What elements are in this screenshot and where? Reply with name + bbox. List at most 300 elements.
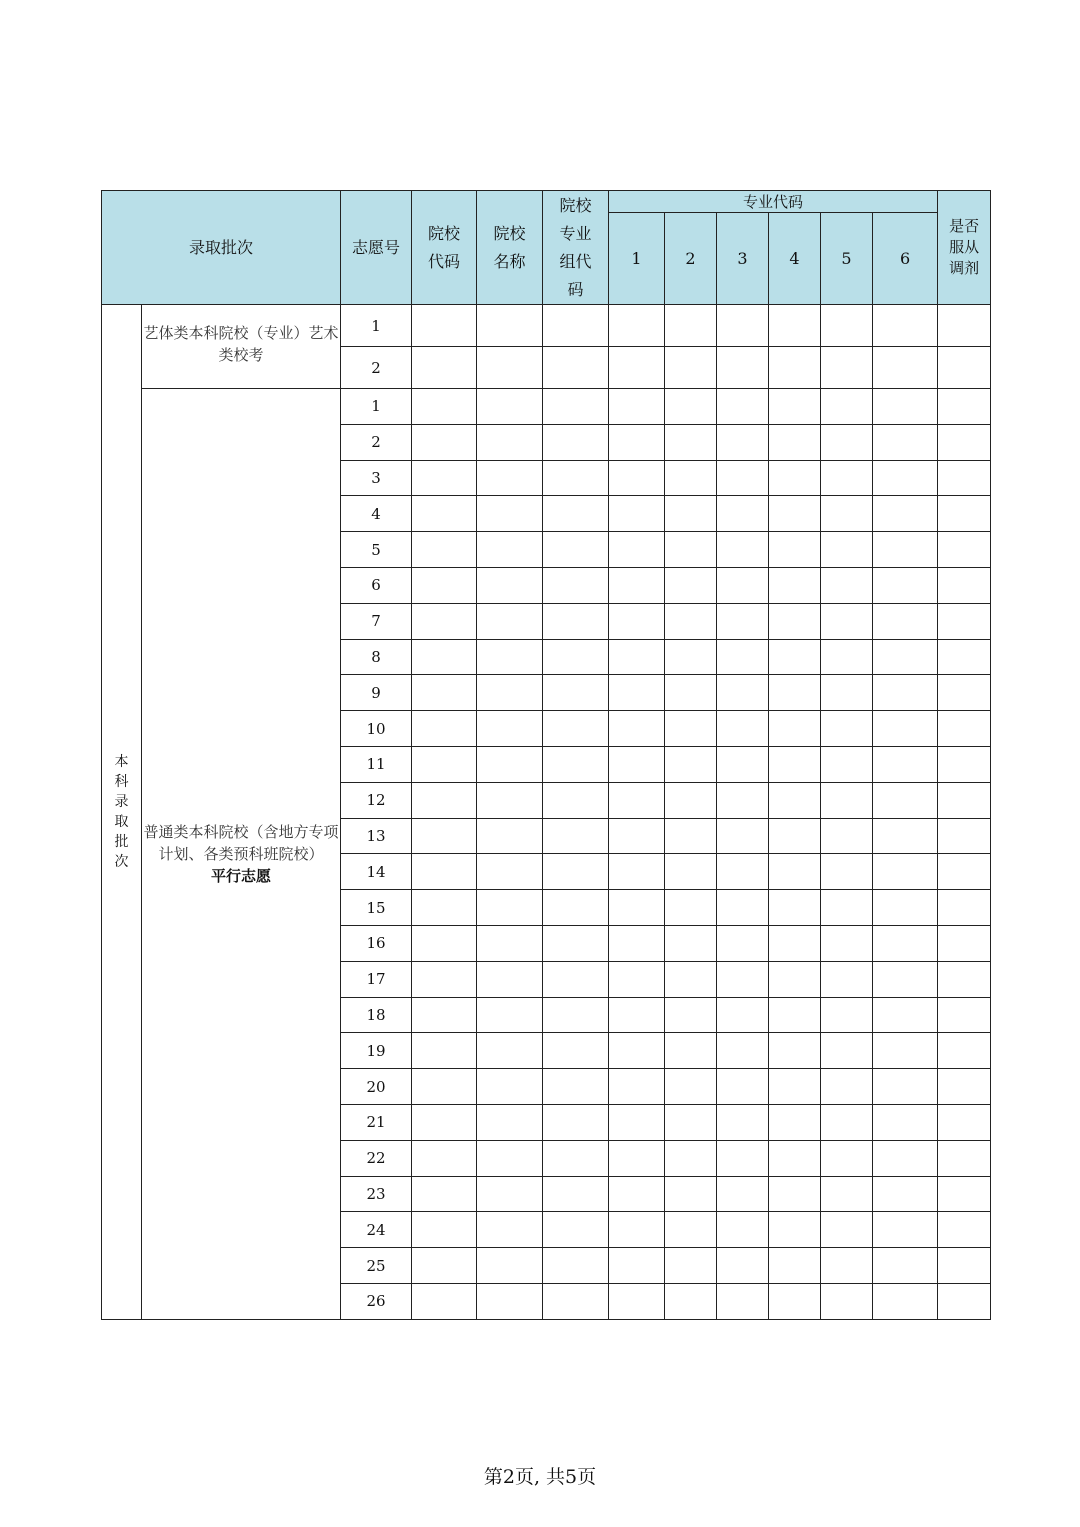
input-cell[interactable] bbox=[412, 1069, 477, 1105]
input-cell[interactable] bbox=[769, 567, 821, 603]
input-cell[interactable] bbox=[938, 424, 991, 460]
input-cell[interactable] bbox=[821, 925, 873, 961]
input-cell[interactable] bbox=[769, 1069, 821, 1105]
input-cell[interactable] bbox=[717, 424, 769, 460]
choice-number: 1 bbox=[341, 305, 412, 347]
input-cell[interactable] bbox=[665, 961, 717, 997]
input-cell[interactable] bbox=[873, 1140, 938, 1176]
input-cell[interactable] bbox=[717, 675, 769, 711]
input-cell[interactable] bbox=[543, 1033, 609, 1069]
input-cell[interactable] bbox=[477, 532, 543, 568]
header-text: 名称 bbox=[493, 251, 526, 271]
input-cell[interactable] bbox=[938, 567, 991, 603]
input-cell[interactable] bbox=[769, 1176, 821, 1212]
input-cell[interactable] bbox=[543, 1212, 609, 1248]
input-cell[interactable] bbox=[717, 1033, 769, 1069]
input-cell[interactable] bbox=[873, 675, 938, 711]
input-cell[interactable] bbox=[412, 1176, 477, 1212]
input-cell[interactable] bbox=[477, 997, 543, 1033]
input-cell[interactable] bbox=[665, 925, 717, 961]
input-cell[interactable] bbox=[543, 782, 609, 818]
input-cell[interactable] bbox=[717, 305, 769, 347]
input-cell[interactable] bbox=[821, 496, 873, 532]
input-cell[interactable] bbox=[543, 1104, 609, 1140]
input-cell[interactable] bbox=[769, 1104, 821, 1140]
input-cell[interactable] bbox=[477, 1283, 543, 1319]
choice-number: 9 bbox=[341, 675, 412, 711]
input-cell[interactable] bbox=[938, 460, 991, 496]
input-cell[interactable] bbox=[609, 818, 665, 854]
input-cell[interactable] bbox=[477, 675, 543, 711]
input-cell[interactable] bbox=[665, 675, 717, 711]
batch-char: 批 bbox=[114, 833, 129, 850]
input-cell[interactable] bbox=[477, 603, 543, 639]
input-cell[interactable] bbox=[938, 389, 991, 425]
input-cell[interactable] bbox=[717, 532, 769, 568]
input-cell[interactable] bbox=[821, 532, 873, 568]
input-cell[interactable] bbox=[769, 997, 821, 1033]
input-cell[interactable] bbox=[543, 567, 609, 603]
input-cell[interactable] bbox=[477, 890, 543, 926]
input-cell[interactable] bbox=[477, 1033, 543, 1069]
input-cell[interactable] bbox=[873, 961, 938, 997]
input-cell[interactable] bbox=[543, 854, 609, 890]
input-cell[interactable] bbox=[769, 711, 821, 747]
input-cell[interactable] bbox=[873, 711, 938, 747]
input-cell[interactable] bbox=[938, 675, 991, 711]
input-cell[interactable] bbox=[665, 305, 717, 347]
input-cell[interactable] bbox=[609, 532, 665, 568]
input-cell[interactable] bbox=[938, 347, 991, 389]
input-cell[interactable] bbox=[873, 925, 938, 961]
input-cell[interactable] bbox=[938, 305, 991, 347]
input-cell[interactable] bbox=[873, 305, 938, 347]
input-cell[interactable] bbox=[412, 460, 477, 496]
input-cell[interactable] bbox=[412, 854, 477, 890]
input-cell[interactable] bbox=[873, 1069, 938, 1105]
input-cell[interactable] bbox=[609, 639, 665, 675]
input-cell[interactable] bbox=[769, 818, 821, 854]
input-cell[interactable] bbox=[873, 1283, 938, 1319]
input-cell[interactable] bbox=[717, 496, 769, 532]
input-cell[interactable] bbox=[543, 603, 609, 639]
input-cell[interactable] bbox=[873, 818, 938, 854]
input-cell[interactable] bbox=[665, 1140, 717, 1176]
input-cell[interactable] bbox=[873, 746, 938, 782]
input-cell[interactable] bbox=[938, 854, 991, 890]
input-cell[interactable] bbox=[665, 782, 717, 818]
input-cell[interactable] bbox=[769, 890, 821, 926]
input-cell[interactable] bbox=[873, 1212, 938, 1248]
input-cell[interactable] bbox=[609, 603, 665, 639]
input-cell[interactable] bbox=[873, 460, 938, 496]
input-cell[interactable] bbox=[477, 925, 543, 961]
input-cell[interactable] bbox=[477, 347, 543, 389]
input-cell[interactable] bbox=[717, 782, 769, 818]
input-cell[interactable] bbox=[477, 1140, 543, 1176]
input-cell[interactable] bbox=[609, 424, 665, 460]
input-cell[interactable] bbox=[938, 711, 991, 747]
choice-number: 12 bbox=[341, 782, 412, 818]
input-cell[interactable] bbox=[477, 305, 543, 347]
input-cell[interactable] bbox=[609, 890, 665, 926]
input-cell[interactable] bbox=[477, 854, 543, 890]
input-cell[interactable] bbox=[938, 961, 991, 997]
input-cell[interactable] bbox=[938, 925, 991, 961]
input-cell[interactable] bbox=[609, 1104, 665, 1140]
input-cell[interactable] bbox=[769, 1212, 821, 1248]
input-cell[interactable] bbox=[477, 389, 543, 425]
input-cell[interactable] bbox=[717, 818, 769, 854]
input-cell[interactable] bbox=[873, 389, 938, 425]
input-cell[interactable] bbox=[412, 675, 477, 711]
choice-number: 13 bbox=[341, 818, 412, 854]
input-cell[interactable] bbox=[543, 347, 609, 389]
input-cell[interactable] bbox=[665, 424, 717, 460]
input-cell[interactable] bbox=[609, 460, 665, 496]
input-cell[interactable] bbox=[938, 782, 991, 818]
choice-number: 23 bbox=[341, 1176, 412, 1212]
input-cell[interactable] bbox=[477, 818, 543, 854]
input-cell[interactable] bbox=[821, 305, 873, 347]
input-cell[interactable] bbox=[717, 1104, 769, 1140]
input-cell[interactable] bbox=[769, 603, 821, 639]
input-cell[interactable] bbox=[665, 389, 717, 425]
input-cell[interactable] bbox=[665, 496, 717, 532]
input-cell[interactable] bbox=[821, 639, 873, 675]
input-cell[interactable] bbox=[717, 854, 769, 890]
input-cell[interactable] bbox=[609, 1212, 665, 1248]
input-cell[interactable] bbox=[412, 746, 477, 782]
input-cell[interactable] bbox=[665, 997, 717, 1033]
input-cell[interactable] bbox=[477, 1248, 543, 1284]
input-cell[interactable] bbox=[665, 1104, 717, 1140]
input-cell[interactable] bbox=[769, 496, 821, 532]
input-cell[interactable] bbox=[665, 1176, 717, 1212]
input-cell[interactable] bbox=[769, 347, 821, 389]
input-cell[interactable] bbox=[665, 1212, 717, 1248]
input-cell[interactable] bbox=[769, 675, 821, 711]
input-cell[interactable] bbox=[609, 1140, 665, 1176]
input-cell[interactable] bbox=[821, 711, 873, 747]
input-cell[interactable] bbox=[717, 347, 769, 389]
input-cell[interactable] bbox=[665, 818, 717, 854]
input-cell[interactable] bbox=[769, 305, 821, 347]
input-cell[interactable] bbox=[821, 567, 873, 603]
batch-char: 本 bbox=[114, 753, 129, 770]
input-cell[interactable] bbox=[938, 1212, 991, 1248]
input-cell[interactable] bbox=[543, 1176, 609, 1212]
input-cell[interactable] bbox=[477, 1176, 543, 1212]
batch-char: 次 bbox=[114, 853, 129, 870]
input-cell[interactable] bbox=[665, 1248, 717, 1284]
input-cell[interactable] bbox=[412, 961, 477, 997]
input-cell[interactable] bbox=[769, 782, 821, 818]
input-cell[interactable] bbox=[412, 639, 477, 675]
input-cell[interactable] bbox=[873, 997, 938, 1033]
input-cell[interactable] bbox=[717, 389, 769, 425]
input-cell[interactable] bbox=[821, 746, 873, 782]
input-cell[interactable] bbox=[609, 567, 665, 603]
input-cell[interactable] bbox=[665, 460, 717, 496]
input-cell[interactable] bbox=[717, 997, 769, 1033]
choice-number: 11 bbox=[341, 746, 412, 782]
input-cell[interactable] bbox=[477, 782, 543, 818]
input-cell[interactable] bbox=[543, 1069, 609, 1105]
input-cell[interactable] bbox=[821, 1212, 873, 1248]
input-cell[interactable] bbox=[412, 389, 477, 425]
input-cell[interactable] bbox=[412, 1212, 477, 1248]
input-cell[interactable] bbox=[543, 997, 609, 1033]
input-cell[interactable] bbox=[609, 389, 665, 425]
input-cell[interactable] bbox=[665, 1033, 717, 1069]
input-cell[interactable] bbox=[412, 925, 477, 961]
input-cell[interactable] bbox=[717, 460, 769, 496]
input-cell[interactable] bbox=[609, 1176, 665, 1212]
input-cell[interactable] bbox=[821, 424, 873, 460]
input-cell[interactable] bbox=[477, 1069, 543, 1105]
input-cell[interactable] bbox=[412, 532, 477, 568]
input-cell[interactable] bbox=[665, 711, 717, 747]
input-cell[interactable] bbox=[938, 890, 991, 926]
input-cell[interactable] bbox=[412, 347, 477, 389]
input-cell[interactable] bbox=[412, 1140, 477, 1176]
input-cell[interactable] bbox=[938, 1069, 991, 1105]
input-cell[interactable] bbox=[717, 1140, 769, 1176]
header-text: 院校 bbox=[493, 223, 526, 243]
input-cell[interactable] bbox=[665, 890, 717, 926]
input-cell[interactable] bbox=[873, 603, 938, 639]
input-cell[interactable] bbox=[873, 1248, 938, 1284]
input-cell[interactable] bbox=[477, 1212, 543, 1248]
input-cell[interactable] bbox=[543, 1140, 609, 1176]
input-cell[interactable] bbox=[477, 639, 543, 675]
input-cell[interactable] bbox=[609, 1283, 665, 1319]
input-cell[interactable] bbox=[821, 782, 873, 818]
input-cell[interactable] bbox=[412, 890, 477, 926]
input-cell[interactable] bbox=[717, 639, 769, 675]
input-cell[interactable] bbox=[609, 782, 665, 818]
input-cell[interactable] bbox=[609, 746, 665, 782]
input-cell[interactable] bbox=[873, 532, 938, 568]
input-cell[interactable] bbox=[609, 675, 665, 711]
input-cell[interactable] bbox=[873, 1104, 938, 1140]
input-cell[interactable] bbox=[938, 496, 991, 532]
input-cell[interactable] bbox=[717, 1248, 769, 1284]
input-cell[interactable] bbox=[717, 1176, 769, 1212]
input-cell[interactable] bbox=[665, 567, 717, 603]
input-cell[interactable] bbox=[821, 1140, 873, 1176]
input-cell[interactable] bbox=[412, 1033, 477, 1069]
choice-number: 8 bbox=[341, 639, 412, 675]
input-cell[interactable] bbox=[821, 1283, 873, 1319]
input-cell[interactable] bbox=[769, 854, 821, 890]
input-cell[interactable] bbox=[717, 1212, 769, 1248]
header-major-col: 1 bbox=[609, 213, 665, 305]
input-cell[interactable] bbox=[412, 603, 477, 639]
input-cell[interactable] bbox=[821, 1104, 873, 1140]
input-cell[interactable] bbox=[543, 460, 609, 496]
input-cell[interactable] bbox=[665, 746, 717, 782]
input-cell[interactable] bbox=[543, 925, 609, 961]
input-cell[interactable] bbox=[717, 925, 769, 961]
input-cell[interactable] bbox=[412, 567, 477, 603]
section-art-label: 艺体类本科院校（专业）艺术类校考 bbox=[142, 305, 341, 389]
input-cell[interactable] bbox=[543, 711, 609, 747]
input-cell[interactable] bbox=[477, 1104, 543, 1140]
input-cell[interactable] bbox=[821, 675, 873, 711]
input-cell[interactable] bbox=[543, 389, 609, 425]
input-cell[interactable] bbox=[543, 961, 609, 997]
input-cell[interactable] bbox=[543, 424, 609, 460]
input-cell[interactable] bbox=[412, 782, 477, 818]
input-cell[interactable] bbox=[717, 603, 769, 639]
header-text: 调剂 bbox=[949, 259, 980, 277]
input-cell[interactable] bbox=[477, 961, 543, 997]
input-cell[interactable] bbox=[477, 567, 543, 603]
input-cell[interactable] bbox=[543, 818, 609, 854]
input-cell[interactable] bbox=[477, 460, 543, 496]
input-cell[interactable] bbox=[938, 1140, 991, 1176]
input-cell[interactable] bbox=[769, 532, 821, 568]
input-cell[interactable] bbox=[821, 818, 873, 854]
input-cell[interactable] bbox=[717, 961, 769, 997]
input-cell[interactable] bbox=[543, 746, 609, 782]
header-major-col: 6 bbox=[873, 213, 938, 305]
section-general-label bbox=[142, 389, 341, 1320]
input-cell[interactable] bbox=[412, 1104, 477, 1140]
input-cell[interactable] bbox=[821, 1069, 873, 1105]
input-cell[interactable] bbox=[938, 1248, 991, 1284]
input-cell[interactable] bbox=[873, 1176, 938, 1212]
input-cell[interactable] bbox=[412, 818, 477, 854]
input-cell[interactable] bbox=[609, 1248, 665, 1284]
input-cell[interactable] bbox=[609, 711, 665, 747]
input-cell[interactable] bbox=[717, 1069, 769, 1105]
input-cell[interactable] bbox=[769, 460, 821, 496]
input-cell[interactable] bbox=[938, 997, 991, 1033]
input-cell[interactable] bbox=[412, 496, 477, 532]
input-cell[interactable] bbox=[873, 424, 938, 460]
input-cell[interactable] bbox=[938, 1033, 991, 1069]
input-cell[interactable] bbox=[665, 854, 717, 890]
input-cell[interactable] bbox=[717, 1283, 769, 1319]
input-cell[interactable] bbox=[665, 639, 717, 675]
input-cell[interactable] bbox=[477, 496, 543, 532]
input-cell[interactable] bbox=[543, 1283, 609, 1319]
input-cell[interactable] bbox=[769, 925, 821, 961]
input-cell[interactable] bbox=[717, 711, 769, 747]
input-cell[interactable] bbox=[821, 389, 873, 425]
input-cell[interactable] bbox=[821, 854, 873, 890]
input-cell[interactable] bbox=[609, 1069, 665, 1105]
input-cell[interactable] bbox=[769, 389, 821, 425]
input-cell[interactable] bbox=[873, 639, 938, 675]
input-cell[interactable] bbox=[665, 532, 717, 568]
input-cell[interactable] bbox=[769, 746, 821, 782]
input-cell[interactable] bbox=[821, 890, 873, 926]
input-cell[interactable] bbox=[543, 305, 609, 347]
input-cell[interactable] bbox=[769, 424, 821, 460]
input-cell[interactable] bbox=[477, 711, 543, 747]
input-cell[interactable] bbox=[821, 997, 873, 1033]
input-cell[interactable] bbox=[873, 782, 938, 818]
input-cell[interactable] bbox=[609, 997, 665, 1033]
input-cell[interactable] bbox=[609, 305, 665, 347]
input-cell[interactable] bbox=[543, 890, 609, 926]
input-cell[interactable] bbox=[873, 347, 938, 389]
input-cell[interactable] bbox=[821, 1248, 873, 1284]
input-cell[interactable] bbox=[873, 567, 938, 603]
input-cell[interactable] bbox=[609, 496, 665, 532]
input-cell[interactable] bbox=[938, 746, 991, 782]
input-cell[interactable] bbox=[412, 1283, 477, 1319]
input-cell[interactable] bbox=[769, 1140, 821, 1176]
input-cell[interactable] bbox=[821, 1033, 873, 1069]
input-cell[interactable] bbox=[543, 496, 609, 532]
input-cell[interactable] bbox=[938, 1283, 991, 1319]
input-cell[interactable] bbox=[873, 890, 938, 926]
input-cell[interactable] bbox=[412, 997, 477, 1033]
input-cell[interactable] bbox=[821, 603, 873, 639]
input-cell[interactable] bbox=[821, 1176, 873, 1212]
input-cell[interactable] bbox=[609, 854, 665, 890]
input-cell[interactable] bbox=[609, 925, 665, 961]
input-cell[interactable] bbox=[665, 603, 717, 639]
input-cell[interactable] bbox=[938, 818, 991, 854]
input-cell[interactable] bbox=[543, 1248, 609, 1284]
choice-number: 7 bbox=[341, 603, 412, 639]
input-cell[interactable] bbox=[412, 305, 477, 347]
input-cell[interactable] bbox=[717, 567, 769, 603]
input-cell[interactable] bbox=[543, 675, 609, 711]
input-cell[interactable] bbox=[769, 1248, 821, 1284]
input-cell[interactable] bbox=[769, 961, 821, 997]
input-cell[interactable] bbox=[938, 639, 991, 675]
input-cell[interactable] bbox=[821, 347, 873, 389]
input-cell[interactable] bbox=[938, 1176, 991, 1212]
input-cell[interactable] bbox=[769, 639, 821, 675]
input-cell[interactable] bbox=[477, 424, 543, 460]
input-cell[interactable] bbox=[665, 347, 717, 389]
header-text: 组代 bbox=[559, 251, 592, 271]
input-cell[interactable] bbox=[665, 1283, 717, 1319]
input-cell[interactable] bbox=[477, 746, 543, 782]
input-cell[interactable] bbox=[938, 532, 991, 568]
input-cell[interactable] bbox=[821, 460, 873, 496]
input-cell[interactable] bbox=[412, 1248, 477, 1284]
input-cell[interactable] bbox=[665, 1069, 717, 1105]
input-cell[interactable] bbox=[769, 1283, 821, 1319]
input-cell[interactable] bbox=[873, 496, 938, 532]
input-cell[interactable] bbox=[543, 639, 609, 675]
input-cell[interactable] bbox=[717, 890, 769, 926]
input-cell[interactable] bbox=[873, 854, 938, 890]
table-row bbox=[102, 305, 991, 347]
input-cell[interactable] bbox=[609, 1033, 665, 1069]
input-cell[interactable] bbox=[412, 711, 477, 747]
input-cell[interactable] bbox=[769, 1033, 821, 1069]
input-cell[interactable] bbox=[821, 961, 873, 997]
input-cell[interactable] bbox=[938, 603, 991, 639]
input-cell[interactable] bbox=[873, 1033, 938, 1069]
input-cell[interactable] bbox=[609, 961, 665, 997]
input-cell[interactable] bbox=[717, 746, 769, 782]
input-cell[interactable] bbox=[938, 1104, 991, 1140]
input-cell[interactable] bbox=[609, 347, 665, 389]
input-cell[interactable] bbox=[543, 532, 609, 568]
input-cell[interactable] bbox=[412, 424, 477, 460]
